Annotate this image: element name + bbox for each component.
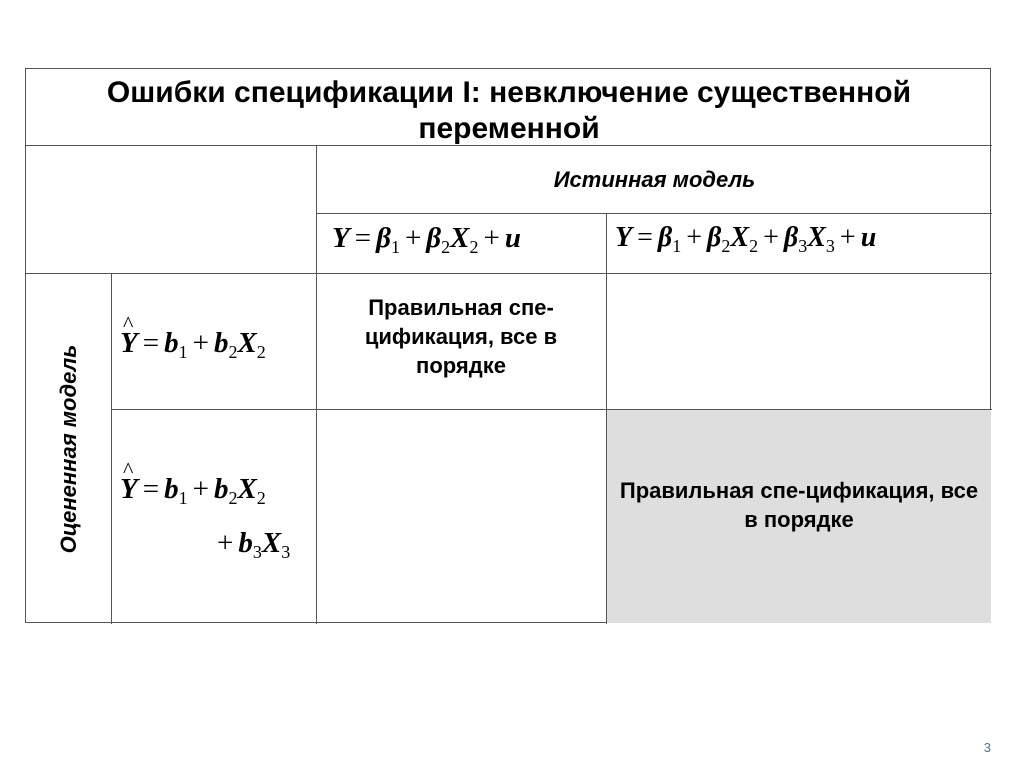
- estimated-model-formula-1: ^ $Y = b_1 + b_2X_2$: [120, 327, 266, 360]
- slide-title: Ошибки спецификации I: невключение существенной переменной: [106, 76, 912, 145]
- estimated-model-label: [26, 274, 111, 624]
- estimated-model-formula-2: ^ $Y = b_1 + b_2X_2$: [120, 473, 266, 506]
- cell-correct-spec-2: Правильная спе-цификация, все в порядке: [619, 478, 979, 532]
- header-body-divider: [26, 273, 992, 274]
- true-model-header: Истинная модель: [553, 167, 756, 192]
- model-column-divider: [316, 145, 317, 624]
- estimated-model-label-text: Оцененная модель: [55, 344, 81, 554]
- true-model-formula-2: $Y = \beta_1 + \beta_2X_2 + \beta_3X_3 + u$: [615, 222, 877, 256]
- specification-table: [25, 68, 991, 623]
- true-header-divider: [317, 213, 992, 214]
- page-number: 3: [983, 740, 991, 755]
- true-model-formula-1: $Y = \beta_1 + \beta_2X_2 + u$: [332, 222, 521, 257]
- label-column-divider: [111, 273, 112, 624]
- estimated-model-formula-2-continuation: + $b_3X_3$: [217, 527, 291, 562]
- cell-correct-spec-1: Правильная спе-цификация, все в порядке: [364, 294, 558, 378]
